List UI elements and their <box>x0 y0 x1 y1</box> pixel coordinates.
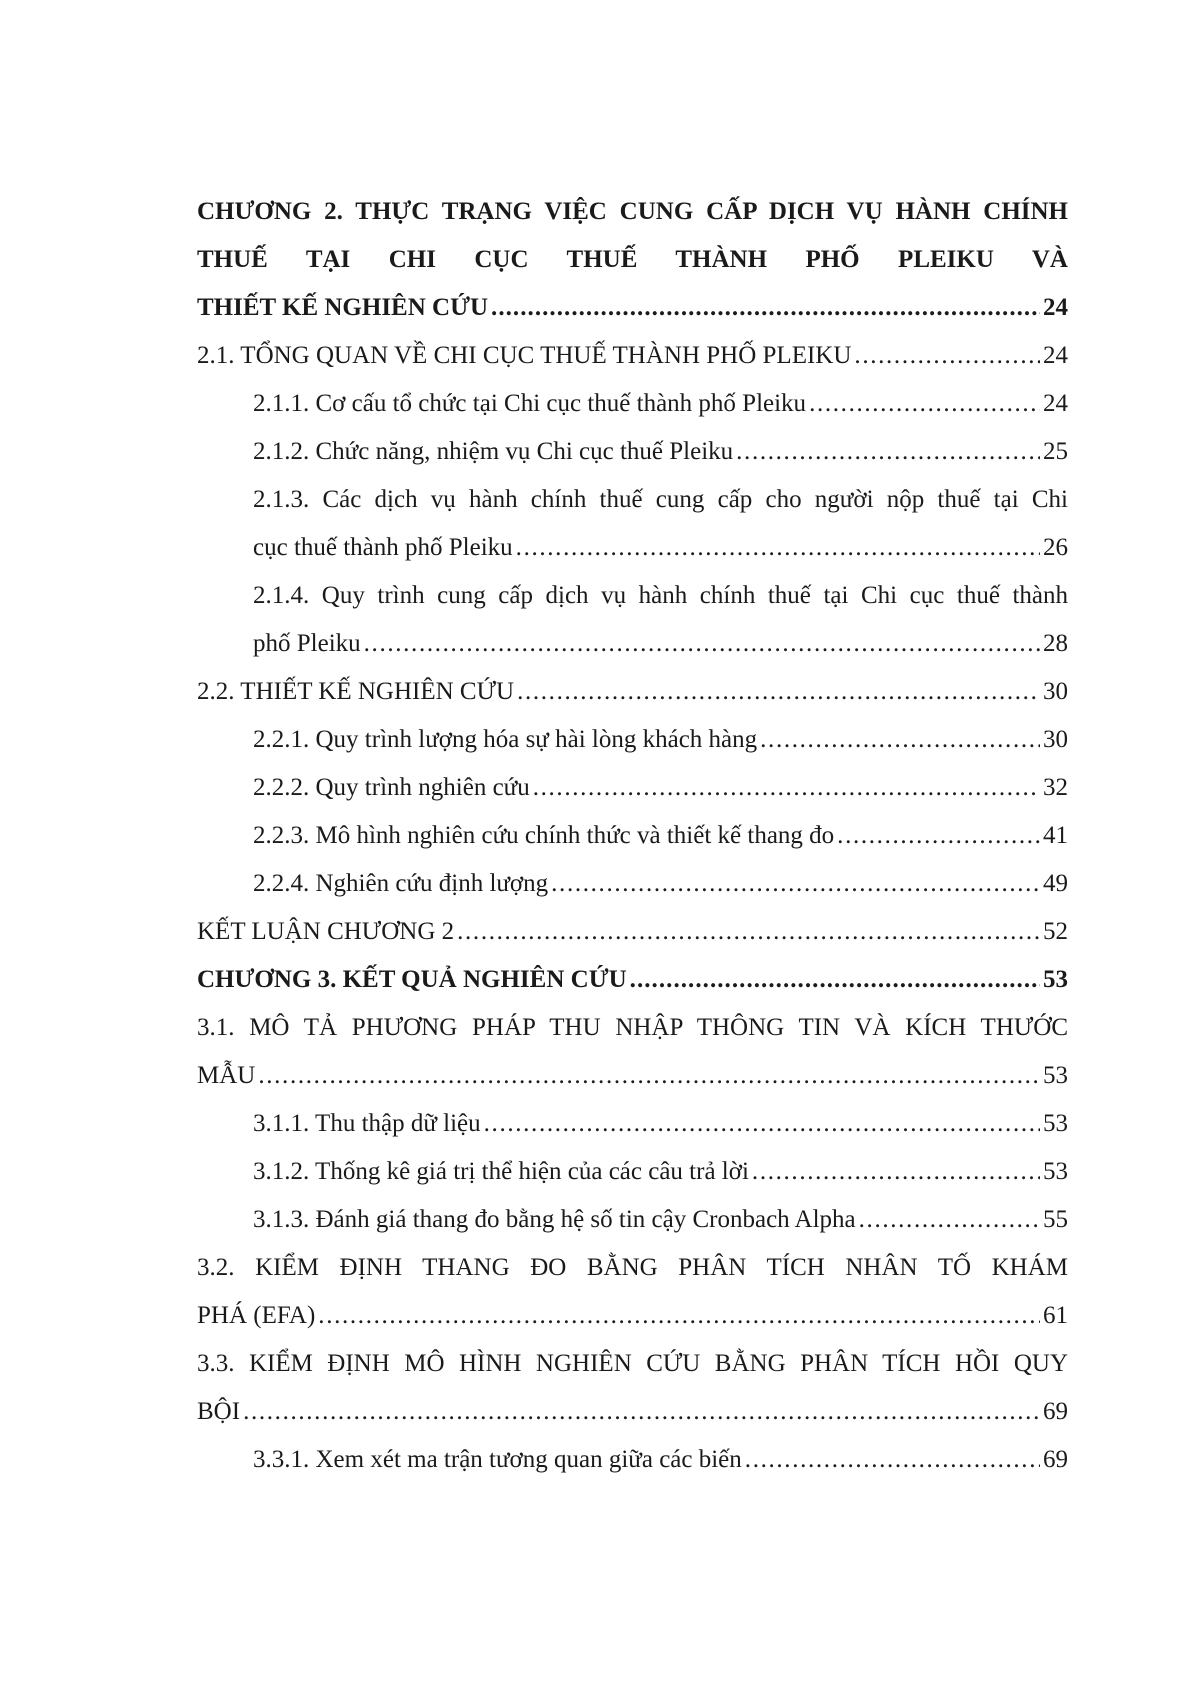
toc-entry-line <box>197 284 1068 332</box>
toc-entry <box>197 332 1068 380</box>
toc-entry-title: 2.2.1. Quy trình lượng hóa sự hài lòng khách hàng <box>253 726 758 753</box>
toc-page-number: 53 <box>1043 1062 1068 1089</box>
toc-entry <box>197 1244 1068 1340</box>
toc-entry-line <box>253 1196 1068 1244</box>
dot-leader <box>533 764 1040 812</box>
dot-leader <box>859 1196 1040 1244</box>
toc-entry <box>197 716 1068 764</box>
dot-leader <box>745 1436 1040 1484</box>
dot-leader <box>258 1052 1040 1100</box>
toc-entry <box>197 956 1068 1004</box>
toc-page-number: 53 <box>1043 1110 1068 1137</box>
dot-leader <box>516 524 1040 572</box>
toc-entry-title-wrapped: 2.1.3. Các dịch vụ hành chính thuế cung cấp cho người nộp thuế tại Chi <box>253 486 1068 513</box>
toc-entry-line <box>197 1388 1068 1436</box>
toc-page-number: 55 <box>1043 1206 1068 1233</box>
table-of-contents <box>197 188 1068 1484</box>
toc-entry-title-wrapped: 3.1. MÔ TẢ PHƯƠNG PHÁP THU NHẬP THÔNG TIN VÀ KÍCH THƯỚC <box>197 1014 1068 1041</box>
toc-entry-line <box>197 1292 1068 1340</box>
toc-entry-line <box>253 380 1068 428</box>
toc-entry-title-wrapped: CHƯƠNG 2. THỰC TRẠNG VIỆC CUNG CẤP DỊCH VỤ HÀNH CHÍNH THUẾ TẠI CHI CỤC THUẾ THÀNH PHỐ PLEIKU VÀ <box>197 198 1068 273</box>
toc-entry-title: BỘI <box>197 1398 241 1425</box>
dot-leader <box>809 380 1040 428</box>
toc-entry <box>197 1100 1068 1148</box>
toc-entry <box>197 1004 1068 1100</box>
dot-leader <box>551 860 1040 908</box>
dot-leader <box>760 716 1040 764</box>
toc-entry-line <box>197 1052 1068 1100</box>
toc-entry-line <box>197 908 1068 956</box>
toc-entry-title: cục thuế thành phố Pleiku <box>253 534 513 561</box>
dot-leader <box>837 812 1040 860</box>
toc-entry-title: 2.2. THIẾT KẾ NGHIÊN CỨU <box>197 678 515 705</box>
toc-page-number: 69 <box>1043 1398 1068 1425</box>
toc-entry-line <box>197 332 1068 380</box>
toc-entry-title: CHƯƠNG 3. KẾT QUẢ NGHIÊN CỨU <box>197 966 627 993</box>
toc-entry <box>197 812 1068 860</box>
toc-page-number: 53 <box>1043 1158 1068 1185</box>
toc-entry-title: KẾT LUẬN CHƯƠNG 2 <box>197 918 455 945</box>
toc-entry-title: phố Pleiku <box>253 630 361 657</box>
dot-leader <box>736 428 1040 476</box>
dot-leader <box>491 284 1040 332</box>
toc-page-number: 49 <box>1043 870 1068 897</box>
toc-page-number: 24 <box>1043 390 1068 417</box>
toc-entry-line <box>197 956 1068 1004</box>
toc-entry-title: 2.2.3. Mô hình nghiên cứu chính thức và thiết kế thang đo <box>253 822 835 849</box>
toc-page-number: 25 <box>1043 438 1068 465</box>
toc-entry <box>197 668 1068 716</box>
dot-leader <box>630 956 1040 1004</box>
toc-page-number: 52 <box>1043 918 1068 945</box>
toc-page-number: 28 <box>1043 630 1068 657</box>
toc-entry-title: 3.1.1. Thu thập dữ liệu <box>253 1110 481 1137</box>
dot-leader <box>243 1388 1040 1436</box>
toc-entry-title: 2.1. TỔNG QUAN VỀ CHI CỤC THUẾ THÀNH PHỐ PLEIKU <box>197 342 852 369</box>
toc-entry-title-wrapped: 3.2. KIỂM ĐỊNH THANG ĐO BẰNG PHÂN TÍCH NHÂN TỐ KHÁM <box>197 1254 1068 1281</box>
toc-entry-title: 3.3.1. Xem xét ma trận tương quan giữa các biến <box>253 1446 742 1473</box>
toc-entry-line <box>253 812 1068 860</box>
toc-entry-title: 2.2.2. Quy trình nghiên cứu <box>253 774 530 801</box>
dot-leader <box>318 1292 1040 1340</box>
dot-leader <box>457 908 1040 956</box>
toc-entry-title-wrapped: 3.3. KIỂM ĐỊNH MÔ HÌNH NGHIÊN CỨU BẰNG PHÂN TÍCH HỒI QUY <box>197 1350 1068 1377</box>
dot-leader <box>752 1148 1040 1196</box>
toc-entry-line <box>253 1436 1068 1484</box>
toc-page-number: 30 <box>1043 678 1068 705</box>
toc-entry-title: PHÁ (EFA) <box>197 1302 316 1329</box>
toc-entry <box>197 908 1068 956</box>
toc-page-number: 53 <box>1043 966 1068 993</box>
toc-entry-title-wrapped: 2.1.4. Quy trình cung cấp dịch vụ hành chính thuế tại Chi cục thuế thành <box>253 582 1068 609</box>
toc-entry-line <box>253 860 1068 908</box>
toc-entry <box>197 1196 1068 1244</box>
toc-entry-line <box>253 716 1068 764</box>
toc-page-number: 69 <box>1043 1446 1068 1473</box>
toc-page-number: 61 <box>1043 1302 1068 1329</box>
toc-entry-line <box>253 1100 1068 1148</box>
toc-page-number: 30 <box>1043 726 1068 753</box>
toc-entry <box>197 572 1068 668</box>
toc-entry-title: 2.1.2. Chức năng, nhiệm vụ Chi cục thuế Pleiku <box>253 438 734 465</box>
toc-entry-line <box>253 1148 1068 1196</box>
toc-entry <box>197 380 1068 428</box>
toc-entry-line <box>253 428 1068 476</box>
dot-leader <box>854 332 1040 380</box>
toc-entry-title: 3.1.2. Thống kê giá trị thể hiện của các câu trả lời <box>253 1158 749 1185</box>
toc-page-number: 24 <box>1043 342 1068 369</box>
toc-entry-line <box>253 764 1068 812</box>
toc-entry <box>197 860 1068 908</box>
toc-entry-line <box>253 620 1068 668</box>
toc-entry-line <box>197 668 1068 716</box>
dot-leader <box>517 668 1040 716</box>
dot-leader <box>364 620 1040 668</box>
toc-entry <box>197 1340 1068 1436</box>
toc-page-number: 41 <box>1043 822 1068 849</box>
toc-entry <box>197 476 1068 572</box>
toc-entry <box>197 188 1068 332</box>
toc-entry-title: MẪU <box>197 1062 256 1089</box>
toc-entry <box>197 1148 1068 1196</box>
toc-entry-title: THIẾT KẾ NGHIÊN CỨU <box>197 294 489 321</box>
toc-entry-title: 2.1.1. Cơ cấu tổ chức tại Chi cục thuế thành phố Pleiku <box>253 390 807 417</box>
toc-entry-title: 2.2.4. Nghiên cứu định lượng <box>253 870 549 897</box>
toc-entry <box>197 428 1068 476</box>
toc-page-number: 32 <box>1043 774 1068 801</box>
toc-page-number: 24 <box>1043 294 1068 321</box>
toc-entry <box>197 1436 1068 1484</box>
toc-entry-title: 3.1.3. Đánh giá thang đo bằng hệ số tin cậy Cronbach Alpha <box>253 1206 856 1233</box>
toc-page-number: 26 <box>1043 534 1068 561</box>
toc-entry <box>197 764 1068 812</box>
toc-entry-line <box>253 524 1068 572</box>
dot-leader <box>484 1100 1040 1148</box>
